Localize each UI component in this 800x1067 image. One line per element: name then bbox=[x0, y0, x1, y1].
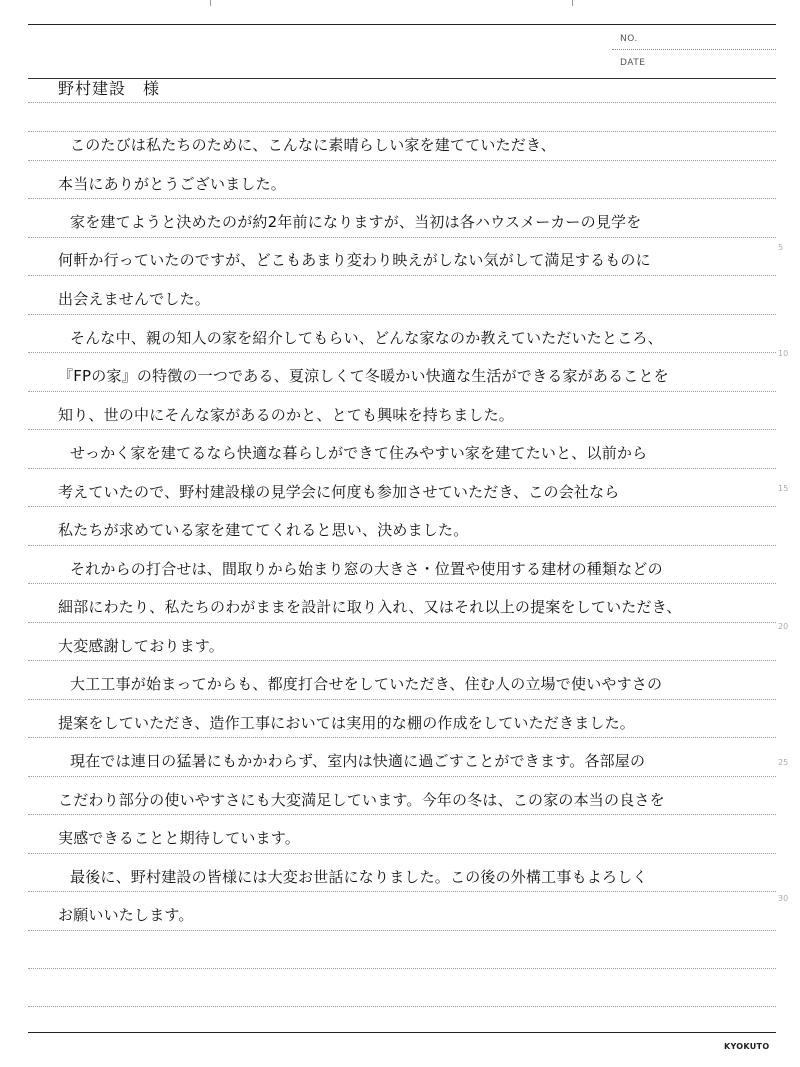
ruled-line bbox=[28, 468, 776, 469]
line-number: 25 bbox=[778, 758, 789, 767]
no-field-line bbox=[612, 49, 776, 50]
ruled-line bbox=[28, 275, 776, 276]
letter-line: 大変感謝しております。 bbox=[58, 637, 225, 655]
ruled-line bbox=[28, 1006, 776, 1007]
letter-line: 私たちが求めている家を建ててくれると思い、決めました。 bbox=[58, 521, 469, 539]
ruled-line bbox=[28, 131, 776, 132]
ruled-line bbox=[28, 102, 776, 103]
letter-line: 提案をしていただき、造作工事においては実用的な棚の作成をしていただきました。 bbox=[58, 714, 636, 732]
ruled-line bbox=[28, 891, 776, 892]
ruled-line bbox=[28, 391, 776, 392]
ruled-line bbox=[28, 583, 776, 584]
ruled-line bbox=[28, 968, 776, 969]
addressee: 野村建設 様 bbox=[58, 79, 161, 98]
binding-mark bbox=[210, 0, 211, 6]
letter-line: 知り、世の中にそんな家があるのかと、とても興味を持ちました。 bbox=[58, 406, 515, 424]
letter-line: そんな中、親の知人の家を紹介してもらい、どんな家なのか教えていただいたところ、 bbox=[70, 329, 663, 347]
ruled-line bbox=[28, 198, 776, 199]
letter-line: お願いいたします。 bbox=[58, 906, 194, 924]
ruled-line bbox=[28, 699, 776, 700]
ruled-line bbox=[28, 737, 776, 738]
letter-line: こだわり部分の使いやすさにも大変満足しています。今年の冬は、この家の本当の良さを bbox=[58, 791, 665, 809]
bottom-rule bbox=[28, 1032, 776, 1033]
ruled-line bbox=[28, 429, 776, 430]
line-number: 20 bbox=[778, 622, 789, 631]
letter-line: 細部にわたり、私たちのわがままを設計に取り入れ、又はそれ以上の提案をしていただき、 bbox=[58, 598, 682, 616]
ruled-line bbox=[28, 314, 776, 315]
letter-line: 『FPの家』の特徴の一つである、夏涼しくて冬暖かい快適な生活ができる家があることを bbox=[58, 367, 669, 385]
brand-mark: KYOKUTO bbox=[724, 1042, 770, 1051]
ruled-line bbox=[28, 930, 776, 931]
ruled-line bbox=[28, 622, 776, 623]
line-number: 15 bbox=[778, 484, 789, 493]
line-number: 5 bbox=[778, 243, 784, 252]
ruled-line bbox=[28, 545, 776, 546]
letter-line: 家を建てようと決めたのが約2年前になりますが、当初は各ハウスメーカーの見学を bbox=[70, 213, 642, 231]
ruled-line bbox=[28, 853, 776, 854]
letter-line: 最後に、野村建設の皆様には大変お世話になりました。この後の外構工事もよろしく bbox=[70, 868, 648, 886]
letter-line: 現在では連日の猛暑にもかかわらず、室内は快適に過ごすことができます。各部屋の bbox=[70, 752, 646, 770]
letter-line: せっかく家を建てるなら快適な暮らしができて住みやすい家を建てたいと、以前から bbox=[70, 444, 648, 462]
line-number: 10 bbox=[778, 349, 789, 358]
letter-line: このたびは私たちのために、こんなに素晴らしい家を建てていただき、 bbox=[70, 136, 556, 154]
letter-line: 大工工事が始まってからも、都度打合せをしていただき、住む人の立場で使いやすさの bbox=[70, 675, 663, 693]
no-label: NO. bbox=[620, 34, 638, 44]
ruled-line bbox=[28, 814, 776, 815]
letter-line: それからの打合せは、間取りから始まり窓の大きさ・位置や使用する建材の種類などの bbox=[70, 560, 663, 578]
letter-line: 考えていたので、野村建設様の見学会に何度も参加させていただき、この会社なら bbox=[58, 483, 620, 501]
line-number: 30 bbox=[778, 894, 789, 903]
ruled-line bbox=[28, 352, 776, 353]
binding-mark bbox=[572, 0, 573, 6]
ruled-line bbox=[28, 237, 776, 238]
letter-line: 何軒か行っていたのですが、どこもあまり変わり映えがしない気がして満足するものに bbox=[58, 251, 651, 269]
ruled-line bbox=[28, 776, 776, 777]
letter-line: 本当にありがとうございました。 bbox=[58, 175, 287, 193]
letter-line: 出会えませんでした。 bbox=[58, 290, 211, 308]
top-rule bbox=[28, 24, 776, 25]
ruled-line bbox=[28, 160, 776, 161]
ruled-line bbox=[28, 506, 776, 507]
letter-line: 実感できることと期待しています。 bbox=[58, 829, 301, 847]
ruled-line bbox=[28, 660, 776, 661]
date-label: DATE bbox=[620, 58, 646, 68]
